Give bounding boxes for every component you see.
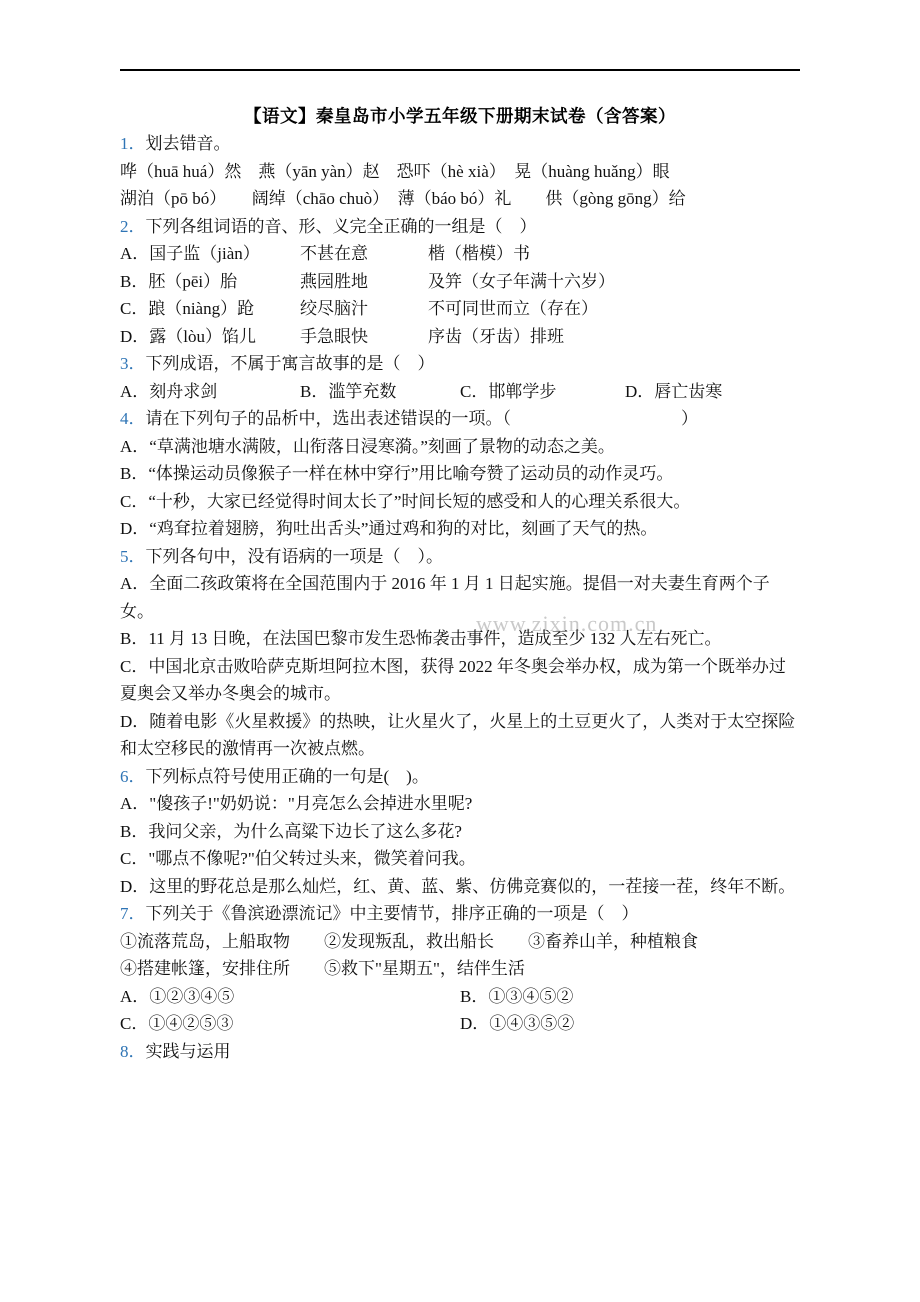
option-cell: 不甚在意: [300, 244, 368, 263]
option-row: [120, 378, 802, 406]
question-number: 6．: [120, 766, 146, 786]
line-text: A．“草满池塘水满陂，山衔落日浸寒漪。”刻画了景物的动态之美。: [120, 436, 615, 456]
option-cell: D．①④③⑤②: [460, 1014, 575, 1033]
option-row: [120, 240, 802, 268]
option-cell: 不可同世而立（存在）: [428, 299, 598, 318]
line-text: 下列各组词语的音、形、义完全正确的一组是（ ）: [145, 216, 537, 236]
option-cell: B．胚（pēi）胎: [120, 271, 238, 291]
option-cell: 序齿（牙齿）排班: [428, 326, 564, 346]
question-stem: [120, 543, 802, 571]
line-text: ①流落荒岛，上船取物 ②发现叛乱，救出船长 ③畜养山羊，种植粮食: [120, 931, 698, 951]
text-line: [120, 928, 802, 956]
question-number: 3．: [120, 354, 146, 373]
text-line: [120, 873, 802, 901]
option-row: [120, 1010, 802, 1038]
option-cell: B．①③④⑤②: [460, 986, 574, 1006]
exam-body: [120, 130, 802, 1065]
text-line: [120, 185, 802, 213]
line-text: A．"傻孩子!"奶奶说："月亮怎么会掉进水里呢?: [120, 794, 473, 813]
option-row: [120, 983, 802, 1011]
option-row: [120, 268, 802, 296]
question-stem: [120, 213, 802, 241]
text-line: [120, 708, 802, 763]
line-text: 哗（huā huá）然 燕（yān yàn）赵 恐吓（hè xià） 晃（huàng huǎng）眼: [120, 161, 670, 181]
line-text: ④搭建帐篷，安排住所 ⑤救下"星期五"，结伴生活: [120, 959, 525, 978]
question-number: 8．: [120, 1041, 146, 1061]
text-line: [120, 955, 802, 983]
option-cell: B．滥竽充数: [300, 381, 397, 401]
option-row: [120, 295, 802, 323]
watermark: www.zixin.com.cn: [476, 611, 658, 636]
text-line: [120, 818, 802, 846]
option-cell: D．露（lòu）馅儿: [120, 326, 256, 346]
option-row: [120, 323, 802, 351]
option-cell: A．刻舟求剑: [120, 381, 218, 401]
question-number: 5．: [120, 546, 146, 566]
question-stem: [120, 350, 802, 378]
question-number: 7．: [120, 904, 146, 923]
line-text: B．11 月 13 日晚，在法国巴黎市发生恐怖袭击事件，造成至少 132 人左右死亡。: [120, 629, 722, 648]
line-text: D．这里的野花总是那么灿烂，红、黄、蓝、紫、仿佛竞赛似的，一茬接一茬，终年不断。: [120, 876, 796, 896]
line-text: 请在下列句子的品析中，选出表述错误的一项。（ ）: [145, 409, 698, 428]
text-line: [120, 460, 802, 488]
question-number: 2．: [120, 216, 146, 236]
question-stem: [120, 1038, 802, 1066]
line-text: 下列标点符号使用正确的一句是( )。: [145, 766, 429, 786]
line-text: 实践与运用: [145, 1041, 231, 1061]
line-text: B．“体操运动员像猴子一样在林中穿行”用比喻夸赞了运动员的动作灵巧。: [120, 464, 674, 483]
question-stem: [120, 405, 802, 433]
text-line: [120, 625, 802, 653]
option-cell: C．邯郸学步: [460, 381, 557, 401]
text-line: [120, 570, 802, 625]
line-text: 湖泊（pō bó） 阔绰（chāo chuò） 薄（báo bó）礼 供（gòng gōng）给: [120, 189, 686, 208]
question-stem: [120, 763, 802, 791]
line-text: 下列关于《鲁滨逊漂流记》中主要情节，排序正确的一项是（ ）: [145, 904, 639, 923]
text-line: [120, 653, 802, 708]
option-cell: A．①②③④⑤: [120, 986, 235, 1006]
line-text: A．全面二孩政策将在全国范围内于 2016 年 1 月 1 日起实施。提倡一对夫妻生育两个子女。: [120, 574, 770, 621]
line-text: D．“鸡耷拉着翅膀，狗吐出舌头”通过鸡和狗的对比，刻画了天气的热。: [120, 519, 658, 538]
option-cell: 手急眼快: [300, 326, 368, 346]
question-number: 4．: [120, 409, 146, 428]
option-cell: C．①④②⑤③: [120, 1014, 234, 1033]
text-line: [120, 433, 802, 461]
line-text: 下列各句中，没有语病的一项是（ ）。: [145, 546, 443, 566]
option-cell: 绞尽脑汁: [300, 299, 368, 318]
line-text: 下列成语，不属于寓言故事的是（ ）: [145, 354, 435, 373]
line-text: C．中国北京击败哈萨克斯坦阿拉木图，获得 2022 年冬奥会举办权，成为第一个既举办过夏奥会又举办冬奥会的城市。: [120, 656, 786, 703]
header-rule: [120, 69, 800, 71]
option-cell: 燕园胜地: [300, 271, 368, 291]
question-number: 1．: [120, 134, 146, 153]
option-cell: 及笄（女子年满十六岁）: [428, 271, 615, 291]
option-cell: D．唇亡齿寒: [625, 381, 723, 401]
line-text: 划去错音。: [145, 134, 231, 153]
text-line: [120, 845, 802, 873]
line-text: B．我问父亲，为什么高粱下边长了这么多花?: [120, 821, 462, 841]
question-stem: [120, 130, 802, 158]
text-line: [120, 158, 802, 186]
question-stem: [120, 900, 802, 928]
text-line: [120, 515, 802, 543]
option-cell: 楷（楷模）书: [428, 244, 530, 263]
text-line: [120, 790, 802, 818]
line-text: C．“十秒，大家已经觉得时间太长了”时间长短的感受和人的心理关系很大。: [120, 491, 691, 511]
option-cell: C．踉（niàng）跄: [120, 299, 255, 318]
line-text: D．随着电影《火星救援》的热映，让火星火了，火星上的土豆更火了，人类对于太空探险和太空移民的激情再一次被点燃。: [120, 711, 796, 758]
page-title: 【语文】秦皇岛市小学五年级下册期末试卷（含答案）: [244, 106, 676, 126]
line-text: C．"哪点不像呢?"伯父转过头来，微笑着问我。: [120, 849, 476, 868]
text-line: [120, 488, 802, 516]
option-cell: A．国子监（jiàn）: [120, 244, 260, 263]
